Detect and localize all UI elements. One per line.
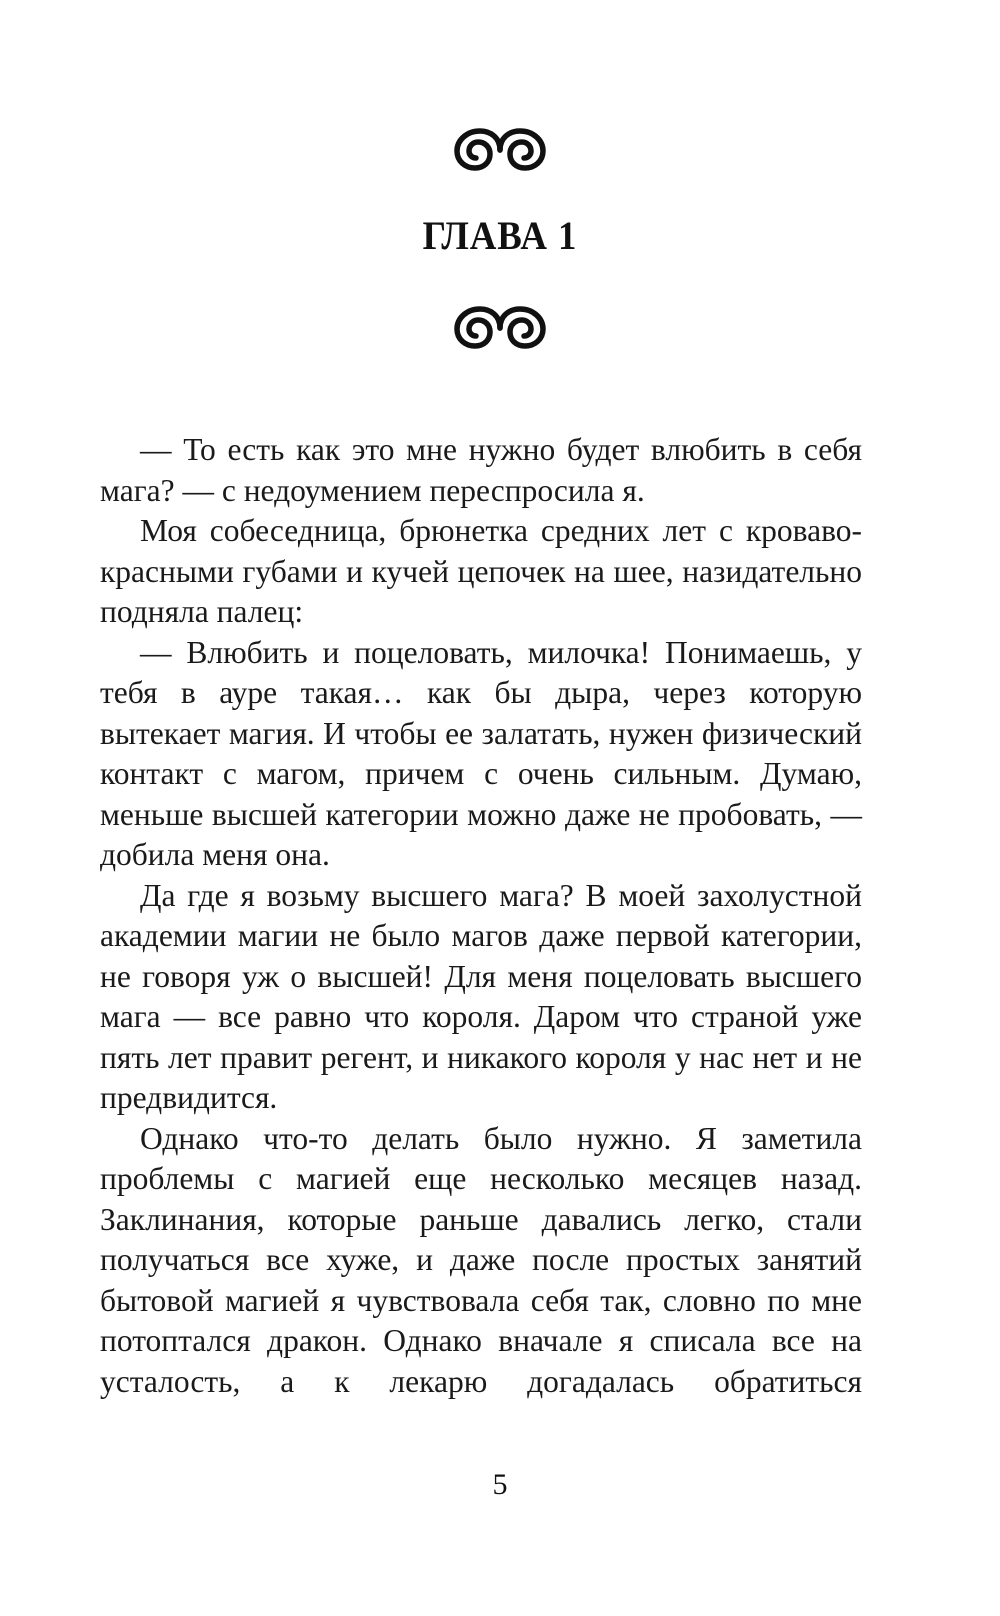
- ornament-top: [0, 128, 1000, 172]
- page-number: 5: [492, 1468, 508, 1501]
- paragraph: — Влюбить и поцеловать, милочка! Понимаешь, у тебя в ауре такая… как бы дыра, через которую вытекает магия. И чтобы ее залатать, нужен физический контакт с магом, причем с очень сильным. Думаю, меньше высшей категории можно даже не пробовать, — добила меня она.: [100, 634, 862, 872]
- double-spiral-ornament-icon: [453, 306, 547, 350]
- paragraph: Да где я возьму высшего мага? В моей захолустной академии магии не было магов даже первой категории, не говоря уж о высшей! Для меня поцеловать высшего мага — все равно что короля. Даром что страной уже пять лет правит регент, и никакого короля у нас нет и не предвидится.: [100, 877, 862, 1115]
- paragraph: Моя собеседница, брюнетка средних лет с кроваво-красными губами и кучей цепочек на шее, назидательно подняла палец:: [100, 513, 862, 629]
- chapter-body: [100, 430, 862, 1402]
- chapter-title: ГЛАВА 1: [422, 213, 578, 258]
- paragraph: Однако что-то делать было нужно. Я заметила проблемы с магией еще несколько месяцев назад. Заклинания, которые раньше давались легко, стали получаться все хуже, и даже после простых занятий бытовой магией я чувствовала себя так, словно по мне потоптался дракон. Однако вначале я списала все на усталость, а к лекарю догадалась обратиться: [100, 1120, 862, 1399]
- paragraph: — То есть как это мне нужно будет влюбить в себя мага? — с недоумением переспросила я.: [100, 432, 862, 508]
- ornament-bottom: [0, 306, 1000, 350]
- double-spiral-ornament-icon: [453, 128, 547, 172]
